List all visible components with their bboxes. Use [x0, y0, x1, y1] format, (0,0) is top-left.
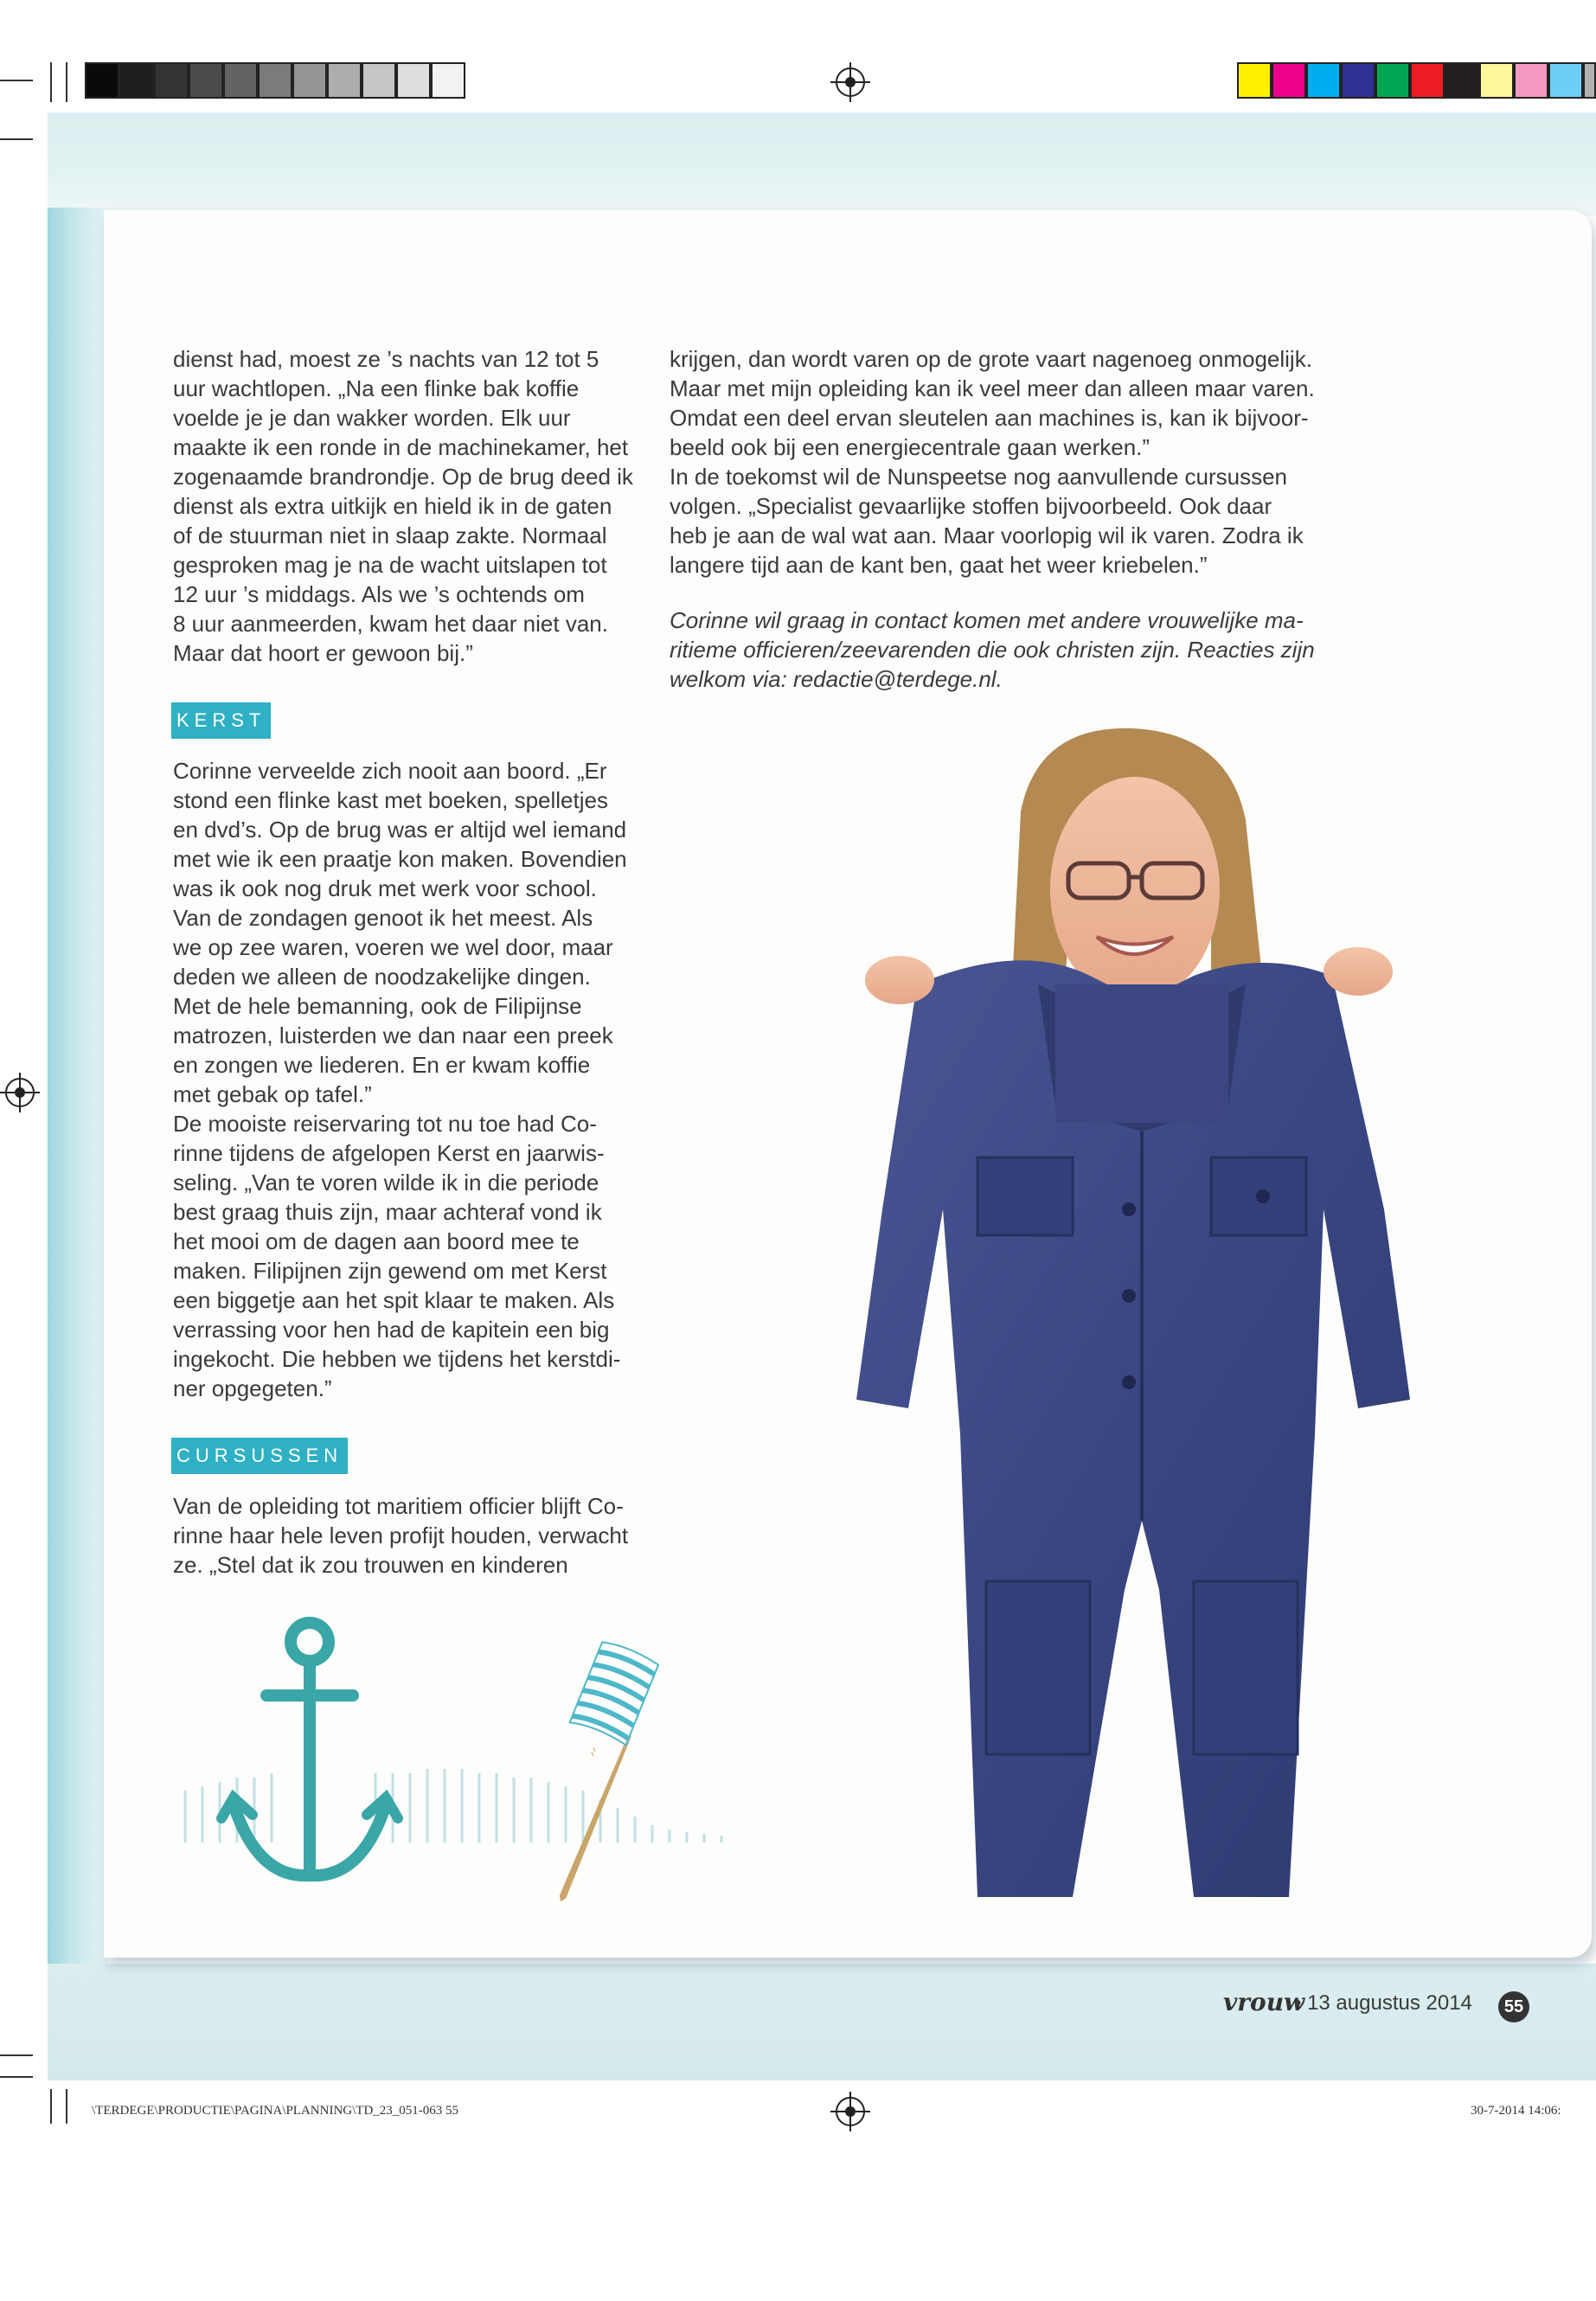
body-line: Van de zondagen genoot ik het meest. Als	[173, 905, 593, 931]
body-line: 8 uur aanmeerden, kwam het daar niet van.	[173, 611, 608, 637]
body-line: en dvd’s. Op de brug was er altijd wel iemand	[173, 817, 627, 843]
body-line: zogenaamde brandrondje. Op de brug deed ik	[173, 464, 633, 490]
flag-icon	[558, 1639, 660, 1903]
overall-garment	[856, 960, 1410, 1897]
print-slug-timestamp: 30-7-2014 14:06:	[1471, 2104, 1561, 2118]
wave-lines-decoration	[185, 1769, 721, 1843]
magazine-brand: vrouw	[1223, 1988, 1305, 2016]
body-line: De mooiste reiservaring tot nu toe had Co-	[173, 1111, 597, 1137]
body-line: ritieme officieren/zeevarenden die ook christen zijn. Reacties zijn	[670, 637, 1315, 663]
body-line: stond een flinke kast met boeken, spelletjes	[173, 787, 608, 813]
body-line: het mooi om de dagen aan boord mee te	[173, 1228, 580, 1254]
body-line: heb je aan de wal wat aan. Maar voorlopig wil ik varen. Zodra ik	[670, 522, 1304, 548]
section-heading-kerst: KERST	[171, 702, 271, 739]
body-line: we op zee waren, voeren we wel door, maar	[173, 934, 613, 960]
body-line: welkom via: redactie@terdege.nl.	[670, 666, 1003, 692]
body-line: Maar dat hoort er gewoon bij.”	[173, 640, 473, 666]
left-column-cursussen	[173, 1491, 657, 1580]
body-line: maakte ik een ronde in de machinekamer, het	[173, 434, 629, 460]
body-line: Van de opleiding tot maritiem officier blijft Co-	[173, 1493, 624, 1519]
registration-mark	[5, 1078, 35, 1107]
body-line: deden we alleen de noodzakelijke dingen.	[173, 964, 591, 990]
crop-mark	[0, 138, 33, 140]
body-line: 12 uur ’s middags. Als we ’s ochtends om	[173, 581, 585, 607]
body-line: ner opgegeten.”	[173, 1375, 332, 1401]
body-line: seling. „Van te voren wilde ik in die periode	[173, 1170, 599, 1195]
crop-mark	[66, 62, 67, 102]
body-line: met wie ik een praatje kon maken. Bovendien	[173, 846, 627, 872]
crop-mark	[0, 2054, 33, 2056]
body-line: uur wachtlopen. „Na een flinke bak koffie	[173, 375, 580, 401]
left-column-kerst	[173, 756, 657, 1403]
registration-mark	[836, 2097, 865, 2126]
body-line: matrozen, luisterden we dan naar een preek	[173, 1022, 613, 1048]
body-line: Corinne verveelde zich nooit aan boord. „Er	[173, 758, 607, 784]
section-heading-cursussen: CURSUSSEN	[171, 1438, 348, 1474]
crop-mark	[66, 2089, 67, 2124]
body-line: Met de hele bemanning, ook de Filipijnse	[173, 993, 582, 1019]
body-line: of de stuurman niet in slaap zakte. Normaal	[173, 522, 607, 548]
body-line: en zongen we liederen. En er kwam koffie	[173, 1052, 591, 1078]
body-line: krijgen, dan wordt varen op de grote vaart nagenoeg onmogelijk.	[670, 346, 1312, 372]
body-line: rinne haar hele leven profijt houden, verwacht	[173, 1522, 629, 1548]
crop-mark	[50, 62, 52, 102]
body-line: voelde je je dan wakker worden. Elk uur	[173, 405, 571, 431]
body-line: ze. „Stel dat ik zou trouwen en kinderen	[173, 1552, 568, 1578]
body-line: Maar met mijn opleiding kan ik veel meer dan alleen maar varen.	[670, 375, 1315, 401]
print-slug-path: \TERDEGE\PRODUCTIE\PAGINA\PLANNING\TD_23_051-063 55	[92, 2104, 459, 2118]
face	[1050, 777, 1220, 1002]
body-line: rinne tijdens de afgelopen Kerst en jaarwis-	[173, 1140, 605, 1166]
body-line: beeld ook bij een energiecentrale gaan werken.”	[670, 434, 1151, 460]
body-line: Corinne wil graag in contact komen met andere vrouwelijke ma-	[670, 607, 1304, 633]
photo-woman-with-overall	[761, 725, 1488, 1897]
body-line: In de toekomst wil de Nunspeetse nog aanvullende cursussen	[670, 464, 1287, 490]
left-column-top	[173, 344, 657, 668]
crop-mark	[0, 80, 33, 81]
body-line: langere tijd aan de kant ben, gaat het weer kriebelen.”	[670, 552, 1208, 578]
contact-note	[670, 606, 1413, 694]
body-line: ingekocht. Die hebben we tijdens het kerstdi-	[173, 1346, 621, 1372]
crop-mark	[50, 2089, 52, 2124]
right-column	[670, 344, 1413, 580]
body-line: dienst als extra uitkijk en hield ik in de gaten	[173, 493, 612, 519]
body-line: was ik ook nog druk met werk voor school.	[173, 875, 597, 901]
issue-date: • 13 augustus 2014	[1294, 1991, 1472, 2015]
body-line: een biggetje aan het spit klaar te maken. Als	[173, 1287, 615, 1313]
background-texture-top	[48, 112, 1596, 216]
body-line: gesproken mag je na de wacht uitslapen tot	[173, 552, 607, 578]
anchor-flag-illustration	[173, 1600, 761, 1929]
body-line: Omdat een deel ervan sleutelen aan machines is, kan ik bijvoor-	[670, 405, 1309, 431]
body-line: best graag thuis zijn, maar achteraf vond ik	[173, 1199, 602, 1225]
body-line: maken. Filipijnen zijn gewend om met Kerst	[173, 1258, 607, 1284]
background-texture-bottom	[48, 1964, 1596, 2080]
body-line: dienst had, moest ze ’s nachts van 12 tot 5	[173, 346, 599, 372]
crop-mark	[0, 2076, 33, 2078]
background-texture-left	[48, 208, 108, 1990]
registration-mark	[836, 67, 865, 97]
body-line: verrassing voor hen had de kapitein een big	[173, 1317, 610, 1343]
page-number: 55	[1498, 1991, 1529, 2022]
anchor-icon	[221, 1623, 398, 1875]
body-line: met gebak op tafel.”	[173, 1081, 372, 1107]
body-line: volgen. „Specialist gevaarlijke stoffen bijvoorbeeld. Ook daar	[670, 493, 1272, 519]
